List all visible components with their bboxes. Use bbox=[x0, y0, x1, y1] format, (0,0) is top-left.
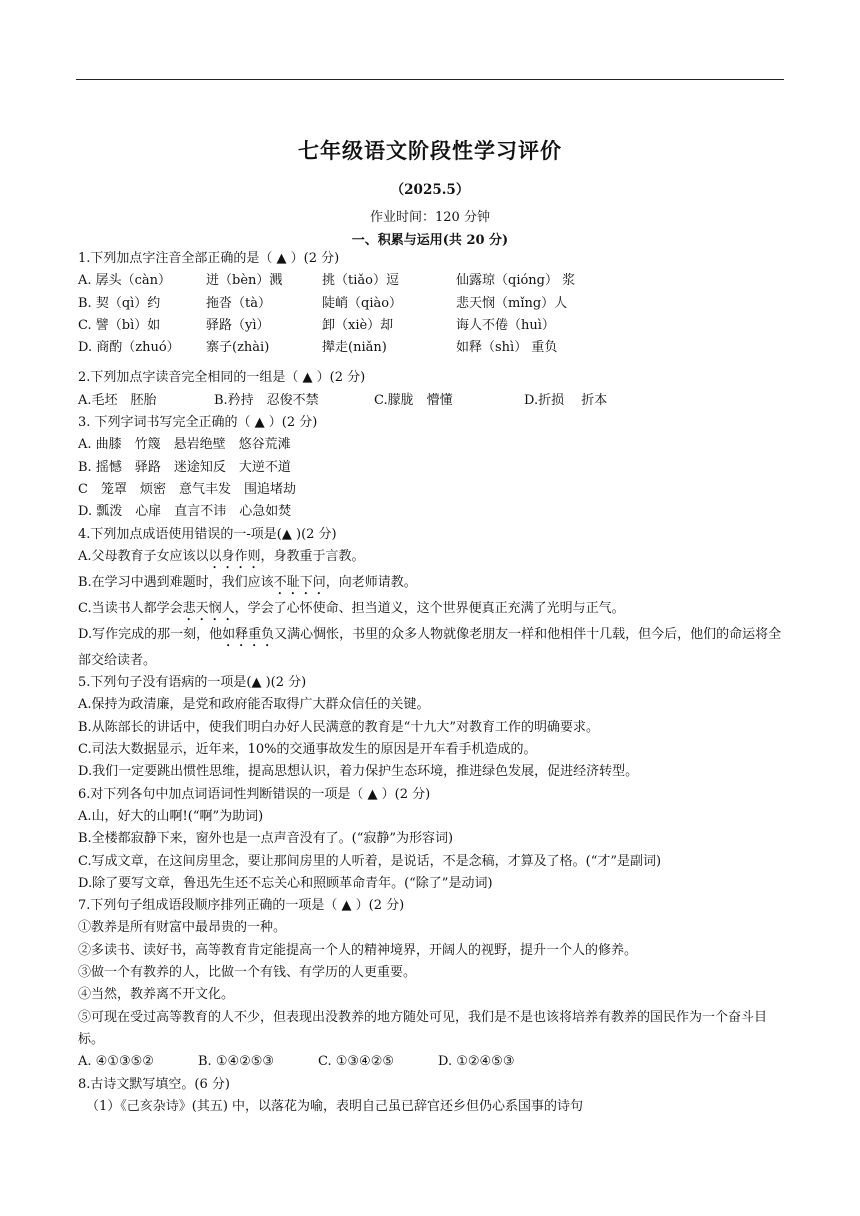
q6-option-d: D.除了要写文章，鲁迅先生还不忘关心和照顾革命青年。(“除了”是动词) bbox=[78, 875, 493, 891]
q5-option-a: A.保持为政清廉，是党和政府能否取得广大群众信任的关键。 bbox=[78, 697, 430, 713]
q4-d-rest: 又满心惆怅，书里的众多人物就像老朋友一样和他相伴十几载，但今后，他们的命运将全部交给读者。 bbox=[78, 626, 782, 668]
q2-stem: 2.下列加点字读音完全相同的一组是（ ▲ ）(2 分) bbox=[78, 370, 366, 386]
q3-option-a: A. 曲膝 竹篾 悬岩绝壁 悠谷荒滩 bbox=[78, 437, 291, 453]
q4-d-idiom: 如释重负 bbox=[222, 626, 275, 642]
q3-option-b: B. 摇憾 驿路 迷途知反 大逆不道 bbox=[78, 459, 291, 475]
q1-c-3: 卸（xiè）却 bbox=[322, 317, 394, 333]
q1-b-4: 悲天悯（mǐng）人 bbox=[456, 295, 568, 311]
q2-option-d: D.折损 折本 bbox=[524, 392, 608, 408]
exam-date: （2025.5） bbox=[390, 182, 470, 198]
q7-option-c: C. ①③④②⑤ bbox=[318, 1054, 395, 1070]
q1-option-d bbox=[78, 337, 788, 359]
q1-a-3: 挑（tiǎo）逗 bbox=[322, 273, 399, 289]
q7-sentence-3: ③做一个有教养的人，比做一个有钱、有学历的人更重要。 bbox=[78, 965, 417, 981]
q1-d-1: D. 商酌（zhuó） bbox=[78, 340, 180, 356]
q1-b-3: 陡峭（qiào） bbox=[322, 295, 403, 311]
q1-a-1: A. 孱头（càn） bbox=[78, 273, 172, 289]
q1-c-4: 诲人不倦（huì） bbox=[456, 317, 555, 333]
q1-d-2: 寨子(zhài) bbox=[206, 340, 270, 356]
q8-stem: 8.古诗文默写填空。(6 分) bbox=[78, 1076, 230, 1092]
q5-stem: 5.下列句子没有语病的一项是(▲ )(2 分) bbox=[78, 675, 307, 691]
q1-b-1: B. 契（qì）约 bbox=[78, 295, 161, 311]
q6-option-c: C.写成文章，在这间房里念，要让那间房里的人听着，是说话，不是念稿，才算及了格。(“才”是副词) bbox=[78, 853, 662, 869]
q4-d-text: D.写作完成的那一刻，他 bbox=[78, 626, 223, 642]
q7-option-b: B. ①④②⑤③ bbox=[198, 1054, 275, 1070]
q5-option-d: D.我们一定要跳出惯性思维，提高思想认识，着力保护生态环境，推进绿色发展，促进经济转型。 bbox=[78, 764, 639, 780]
q4-option-a bbox=[78, 546, 788, 572]
q4-option-b bbox=[78, 572, 788, 598]
q4-stem: 4.下列加点成语使用错误的一-项是(▲ )(2 分) bbox=[78, 526, 337, 542]
q1-d-4: 如释（shì） 重负 bbox=[456, 340, 558, 356]
q8-item-1: （1）《己亥杂诗》(其五) 中，以落花为喻，表明自己虽已辞官还乡但仍心系国事的诗句 bbox=[86, 1098, 584, 1114]
exam-time: 作业时间：120 分钟 bbox=[370, 210, 490, 225]
q7-option-a: A. ④①③⑤② bbox=[78, 1054, 154, 1070]
q4-a-rest: ，身教重于言教。 bbox=[260, 548, 365, 564]
q6-option-b: B.全楼都寂静下来，窗外也是一点声音没有了。(“寂静”为形容词) bbox=[78, 831, 454, 847]
q2-option-b: B.矜持 忍俊不禁 bbox=[214, 392, 319, 408]
q7-options bbox=[78, 1051, 788, 1073]
q1-d-3: 撵走(niǎn) bbox=[322, 340, 387, 356]
q2-options bbox=[78, 390, 788, 412]
q7-sentence-4: ④当然，教养离不开文化。 bbox=[78, 987, 235, 1003]
q1-option-b bbox=[78, 293, 788, 315]
q1-a-2: 迸（bèn）溅 bbox=[206, 273, 283, 289]
page-title: 七年级语文阶段性学习评价 bbox=[298, 138, 562, 163]
header-rule bbox=[76, 79, 784, 80]
q1-option-c bbox=[78, 315, 788, 337]
q4-b-text: B.在学习中遇到难题时，我们应该 bbox=[78, 574, 274, 590]
q7-sentence-2: ②多读书、读好书，高等教育肯定能提高一个人的精神境界，开阔人的视野，提升一个人的修养。 bbox=[78, 942, 638, 958]
q7-option-d: D. ①②④⑤③ bbox=[438, 1054, 515, 1070]
q2-option-c: C.朦胧 懵懂 bbox=[374, 392, 453, 408]
q4-a-idiom: 以身作则 bbox=[208, 548, 261, 564]
q3-option-c: C 笼罩 烦密 意气丰发 围追堵劫 bbox=[78, 481, 296, 497]
q7-sentence-5: ⑤可现在受过高等教育的人不少，但表现出没教养的地方随处可见，我们是不是也该将培养有教养的国民作为一个奋斗目标。 bbox=[78, 1009, 768, 1047]
q3-stem: 3. 下列字词书写完全正确的（ ▲ ）(2 分) bbox=[78, 415, 318, 431]
q1-stem: 1.下列加点字注音全部正确的是（ ▲ ）(2 分) bbox=[78, 251, 340, 266]
q2-option-a: A.毛坯 胚胎 bbox=[78, 392, 157, 408]
q4-b-idiom: 不耻下问 bbox=[273, 574, 326, 590]
question-body bbox=[78, 248, 788, 1118]
q4-b-rest: ，向老师请教。 bbox=[325, 574, 417, 590]
q1-c-1: C. 譬（bì）如 bbox=[78, 317, 161, 333]
q4-a-text: A.父母教育子女应该以 bbox=[78, 548, 209, 564]
q5-option-c: C.司法大数据显示，近年来，10%的交通事故发生的原因是开车看手机造成的。 bbox=[78, 742, 537, 758]
q6-stem: 6.对下列各句中加点词语词性判断错误的一项是（ ▲ ）(2 分) bbox=[78, 786, 431, 802]
q3-option-d: D. 瓢泼 心扉 直言不讳 心急如焚 bbox=[78, 504, 292, 520]
q6-option-a: A.山，好大的山啊!(“啊”为助词) bbox=[78, 808, 264, 824]
q4-option-d bbox=[78, 624, 788, 672]
section-heading: 一、积累与运用(共 20 分) bbox=[351, 233, 509, 248]
q1-c-2: 驿路（yì） bbox=[206, 317, 270, 333]
q4-c-text: C.当读书人都学会 bbox=[78, 600, 183, 616]
q4-option-c bbox=[78, 598, 788, 624]
q1-b-2: 拖沓（tà） bbox=[206, 295, 271, 311]
q7-stem: 7.下列句子组成语段顺序排列正确的一项是（ ▲ ）(2 分) bbox=[78, 898, 405, 914]
q4-c-idiom: 悲天悯人 bbox=[182, 600, 235, 616]
q5-option-b: B.从陈部长的讲话中，使我们明白办好人民满意的教育是“十九大”对教育工作的明确要求。 bbox=[78, 719, 599, 735]
q1-option-a bbox=[78, 270, 788, 292]
q7-sentence-1: ①教养是所有财富中最昂贵的一种。 bbox=[78, 920, 287, 936]
q4-c-rest: ，学会了心怀使命、担当道义，这个世界便真正充满了光明与正气。 bbox=[234, 600, 625, 616]
q1-a-4: 仙露琼（qióng） 浆 bbox=[456, 273, 576, 289]
